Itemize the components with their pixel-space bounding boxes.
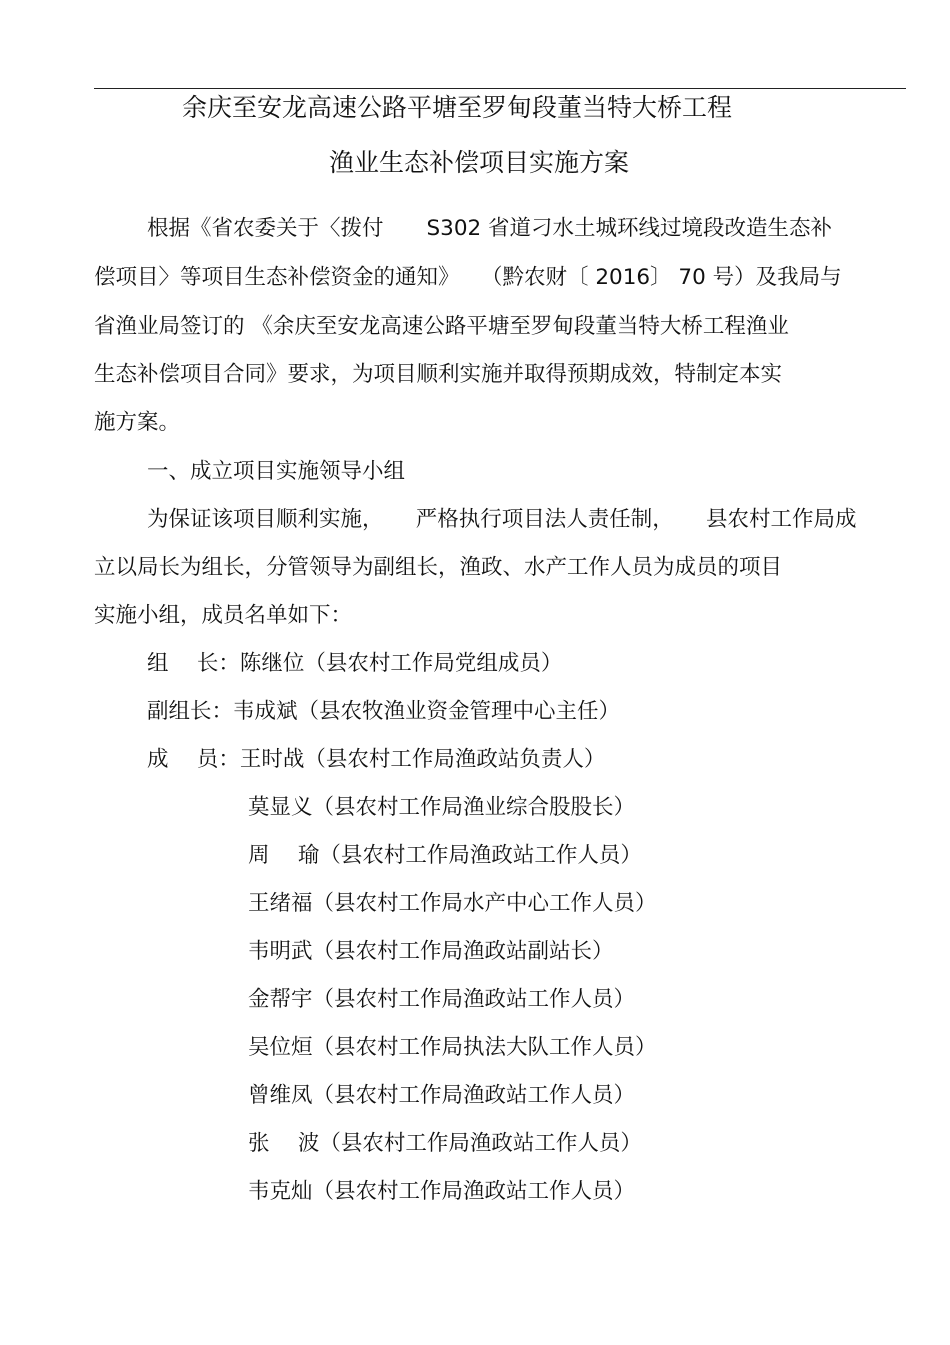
section-paragraph-line: 立以局长为组长，分管领导为副组长，渔政、水产工作人员为成员的项目	[94, 555, 783, 580]
intro-paragraph-line: 偿项目〉等项目生态补偿资金的通知》 （黔农财〔 2016〕 70 号）及我局与	[94, 265, 842, 290]
header-rule	[94, 88, 906, 89]
intro-paragraph-line: 生态补偿项目合同》要求，为项目顺利实施并取得预期成效，特制定本实	[94, 362, 783, 387]
section-paragraph-line: 为保证该项目顺利实施， 严格执行项目法人责任制， 县农村工作局成	[147, 507, 857, 532]
member-item: 吴位烜（县农村工作局执法大队工作人员）	[248, 1035, 657, 1060]
member-item: 韦克灿（县农村工作局渔政站工作人员）	[248, 1179, 636, 1204]
intro-paragraph-line: 施方案。	[94, 410, 181, 435]
member-item: 张 波（县农村工作局渔政站工作人员）	[248, 1131, 642, 1156]
member-item: 莫显义（县农村工作局渔业综合股股长）	[248, 795, 636, 820]
member-deputy-leader: 副组长：韦成斌（县农牧渔业资金管理中心主任）	[147, 699, 621, 724]
document-title-line-2: 渔业生态补偿项目实施方案	[329, 148, 630, 177]
member-item: 王绪福（县农村工作局水产中心工作人员）	[248, 891, 657, 916]
member-first: 成 员：王时战（县农村工作局渔政站负责人）	[147, 747, 606, 772]
member-item: 周 瑜（县农村工作局渔政站工作人员）	[248, 843, 642, 868]
section-paragraph-line: 实施小组，成员名单如下：	[94, 603, 353, 628]
document-title-line-1: 余庆至安龙高速公路平塘至罗甸段董当特大桥工程	[182, 93, 733, 122]
member-item: 韦明武（县农村工作局渔政站副站长）	[248, 939, 614, 964]
intro-paragraph-line: 根据《省农委关于〈拨付 S302 省道刁水土城环线过境段改造生态补	[147, 216, 833, 241]
member-item: 曾维凤（县农村工作局渔政站工作人员）	[248, 1083, 636, 1108]
member-item: 金帮宇（县农村工作局渔政站工作人员）	[248, 987, 636, 1012]
section-heading: 一、成立项目实施领导小组	[147, 459, 406, 484]
intro-paragraph-line: 省渔业局签订的 《余庆至安龙高速公路平塘至罗甸段董当特大桥工程渔业	[94, 314, 789, 339]
member-leader: 组 长：陈继位（县农村工作局党组成员）	[147, 651, 563, 676]
